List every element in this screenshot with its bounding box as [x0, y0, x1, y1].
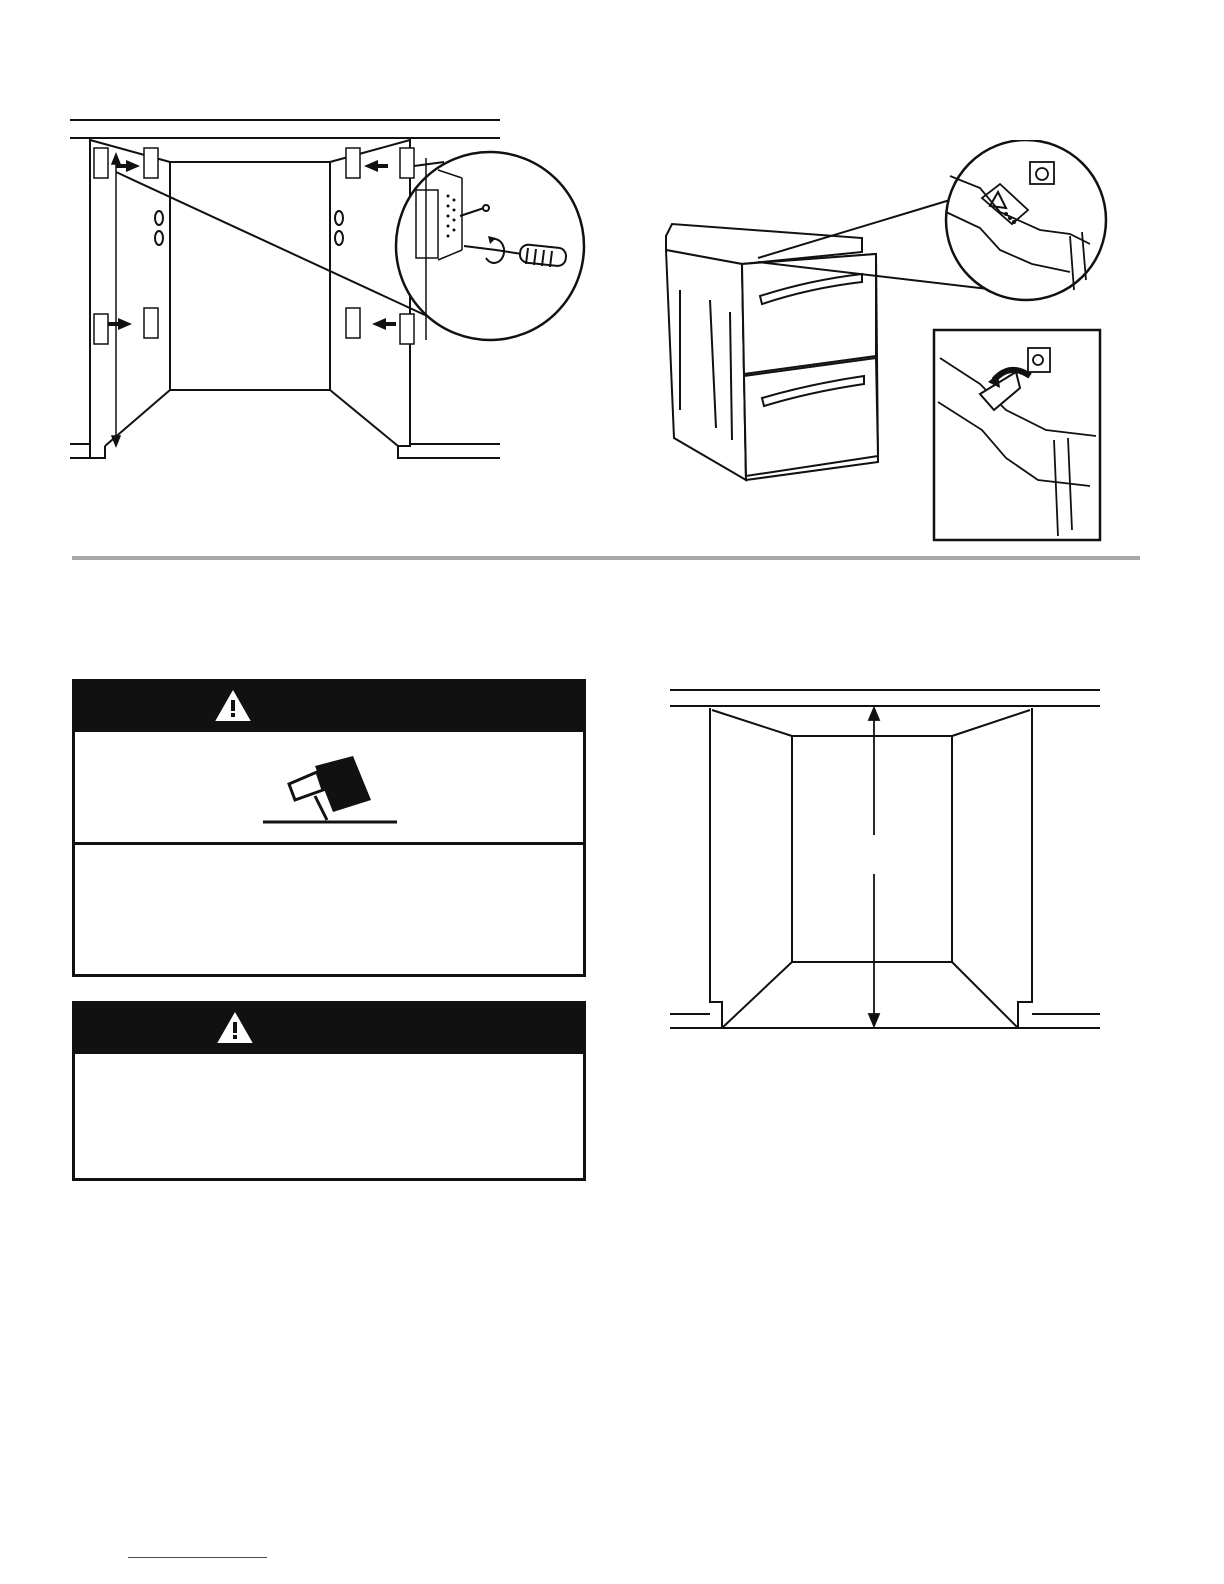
warning-body-1 — [75, 845, 583, 977]
tip-over-hazard-pictogram — [255, 750, 405, 830]
warning-header — [75, 1004, 583, 1054]
section-divider — [72, 556, 1140, 560]
footer-link-underline[interactable] — [128, 1557, 267, 1558]
warning-header — [75, 682, 583, 732]
drawer-unit-figure — [650, 140, 1110, 545]
warning-triangle-icon — [217, 1012, 253, 1044]
warning-box-2 — [72, 1001, 586, 1181]
cabinet-opening-figure — [660, 680, 1110, 1040]
warning-box-1 — [72, 679, 586, 977]
cabinet-brackets-figure — [60, 110, 600, 470]
warning-body-2 — [75, 1054, 583, 1178]
tip-over-pictogram-panel — [75, 732, 583, 845]
warning-triangle-icon — [215, 690, 251, 722]
